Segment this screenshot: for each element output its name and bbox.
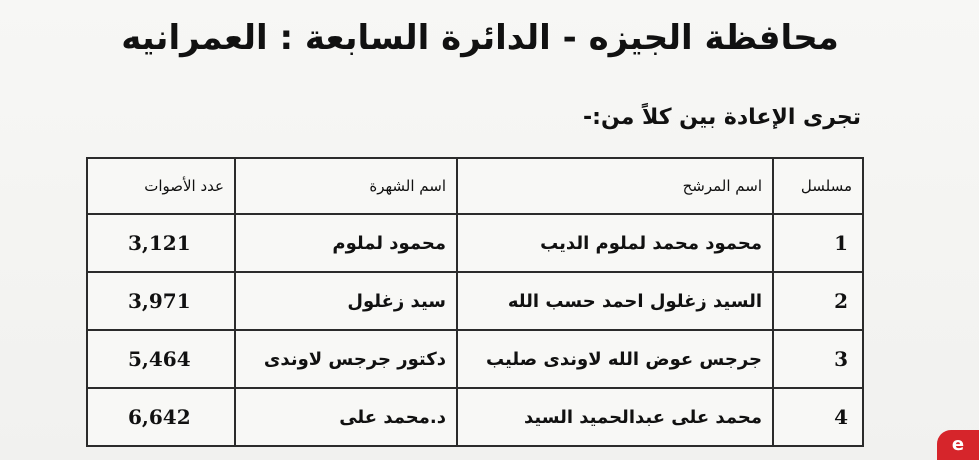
table-row [87, 388, 863, 446]
cell-known-as: محمود لملوم [235, 214, 457, 272]
cell-serial: 1 [773, 214, 863, 272]
cell-known-as: دكتور جرجس لاوندى [235, 330, 457, 388]
cell-votes: 5,464 [87, 330, 235, 388]
cell-candidate-name: جرجس عوض الله لاوندى صليب [457, 330, 773, 388]
runoff-intro-text: تجرى الإعادة بين كلاً من:- [583, 105, 861, 130]
channel-logo: e [937, 430, 979, 460]
table-row [87, 214, 863, 272]
cell-serial: 3 [773, 330, 863, 388]
table-row [87, 330, 863, 388]
column-header-votes: عدد الأصوات [87, 158, 235, 214]
cell-candidate-name: محمد على عبدالحميد السيد [457, 388, 773, 446]
page-title: محافظة الجيزه - الدائرة السابعة : العمرانيه [121, 18, 839, 58]
cell-votes: 3,971 [87, 272, 235, 330]
cell-candidate-name: السيد زغلول احمد حسب الله [457, 272, 773, 330]
cell-known-as: د.محمد على [235, 388, 457, 446]
column-header-candidate-name: اسم المرشح [457, 158, 773, 214]
table-header-row [87, 158, 863, 214]
cell-known-as: سيد زغلول [235, 272, 457, 330]
table-row [87, 272, 863, 330]
cell-votes: 6,642 [87, 388, 235, 446]
candidates-table [86, 157, 864, 447]
cell-candidate-name: محمود محمد لملوم الديب [457, 214, 773, 272]
column-header-known-as: اسم الشهرة [235, 158, 457, 214]
column-header-serial: مسلسل [773, 158, 863, 214]
cell-serial: 4 [773, 388, 863, 446]
cell-serial: 2 [773, 272, 863, 330]
cell-votes: 3,121 [87, 214, 235, 272]
